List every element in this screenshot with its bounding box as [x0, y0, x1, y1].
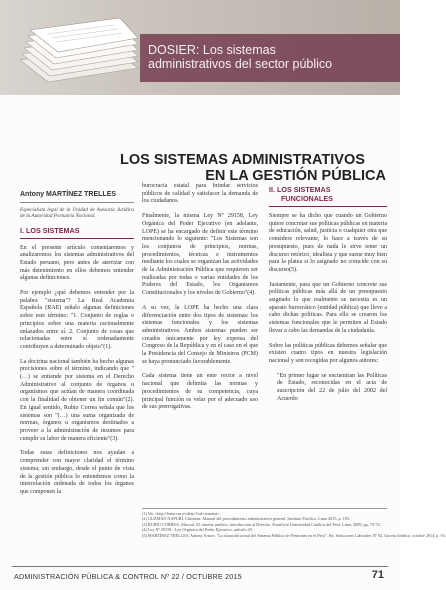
column-1: [20, 183, 134, 504]
header-image: [0, 0, 400, 95]
paragraph: Finalmente, la misma Ley Nº 29158, Ley Orgánica del Poder Ejecutivo (en adelante, LOPE) se ha encargado de definir este término mencionando lo siguiente: "Los Sistemas son los conjuntos de principios, normas, procedimientos, técnicas e instrumentos mediante los cuales se organizan las actividades de la Administración Pública que requieren ser realizadas por todas o varias entidades de los Poderes del Estado, los Organismos Constitucionales y los niveles de Gobierno"(4).: [142, 213, 258, 297]
paper-stack-illustration: [14, 8, 144, 88]
author-name: Antony MARTÍNEZ TRELLES: [20, 191, 117, 198]
footnote: (5) MARTÍNEZ TRELLES, Antony Arturo. "La situación actual del Sistema Público de Pensiones en el Perú". En: Soluciones Laborales Nº 92, Gaceta Jurídica, octubre 2014, p. 94.: [142, 532, 446, 538]
paragraph: Por ejemplo ¿qué debemos entender por la palabra "sistema"? La Real Academia Española (RAE) señalo algunas definiciones sobre este término: "1. Conjunto de reglas o principios sobre una materia racionalmente enlazados entre sí. 2. Conjunto de cosas que relacionadas entre sí ordenadamente contribuyen a determinado objeto"(1).: [20, 290, 134, 350]
section-heading-2-line-2: FUNCIONALES: [281, 194, 333, 203]
footnote: (3) RUBIO CORREA, Marcial. El sistema jurídico: introducción al Derecho. Pontificia Universidad Católica del Perú, Lima, 2009, pp. 73-74.: [142, 521, 381, 527]
title-line-1: LOS SISTEMAS ADMINISTRATIVOS: [120, 152, 365, 168]
column-3: [269, 183, 387, 410]
paragraph: Justamente, para que un Gobierno concrete sus políticas públicas más allá de un presupuesto asignado lo que realmente se necesita es un aparato burocrático (entidad pública) que lleve a cabo dichas políticas. Para ello se crearon los sistemas funcionales que le permiten al Estado llevar a cabo las demandas de la ciudadanía.: [269, 281, 387, 334]
author-affiliation: Especialista legal de la Unidad de Asesoría Jurídica de la Autoridad Portuaria Nacional.: [20, 206, 134, 220]
dossier-banner: [140, 34, 400, 82]
section-heading-2-line-1: II. LOS SISTEMAS: [269, 185, 331, 194]
section-divider: [269, 206, 387, 207]
article-title: [120, 152, 390, 184]
paragraph: Cada sistema tiene un ente rector a nivel nacional que delimita las normas y procedimientos de su competencia, cuya principal función es velar por el adecuado uso de sus prerrogativas.: [142, 373, 258, 411]
title-line-2: EN LA GESTIÓN PÚBLICA: [205, 168, 386, 184]
column-2: [142, 183, 258, 419]
footnote: (2) GUZMÁN NAPURÍ, Christian. Manual del procedimiento administrativo general. Instituto Pacífico, Lima 2013, p. 193.: [142, 516, 351, 522]
section-divider: [20, 238, 134, 239]
paragraph: A su vez, la LOPE ha hecho una clara diferenciación entre dos tipos de sistemas: los sistemas funcionales y los sistemas administrativos. Ambos sistemas pueden ser creados únicamente por ley expresa del Congreso de la República y en el caso en el que la Presidencia del Consejo de Ministros (PCM) se haya pronunciado favorablemente.: [142, 304, 258, 365]
paragraph: Sobre las políticas públicas debemos señalar que existen cuatro tipos en nuestra legislación nacional y son recogidas por algunos autores:: [269, 342, 387, 364]
banner-line-2: administrativos del sector público: [148, 57, 333, 71]
footer-rule: [12, 566, 388, 567]
page-footer: [0, 566, 400, 590]
author-rule: [20, 202, 134, 203]
paragraph: burocracia estatal para brindar servicios públicos de calidad y satisfacer la demanda de los ciudadanos.: [142, 183, 258, 205]
footnote: (1) Ver <http://lema.rae.es/drae/?val=sistema>.: [142, 511, 221, 516]
block-quote: "En primer lugar se encuentran las Políticas de Estado, reconocidas en el acta de suscripción del 22 de julio del 2002 del Acuerdo: [277, 372, 387, 402]
footnote: (4) Ley Nº 29158 - Ley Orgánica del Poder Ejecutivo, artículo 43.: [142, 527, 253, 533]
paragraph: Todas estas definiciones nos ayudan a comprender con mayor claridad el término sistema; sin embargo, desde el punto de vista de la gestión pública lo entendemos como la interrelación ordenada de todos los órganos que componen la: [20, 450, 134, 495]
section-heading-1: I. LOS SISTEMAS: [20, 225, 80, 235]
banner-line-1: DOSIER: Los sistemas: [148, 43, 276, 57]
paragraph: La doctrina nacional también ha hecho algunas precisiones sobre el término, indicando que "(…) se entiende por sistema en el Derecho Administrativo al conjunto de órganos u organismos que actúan de manera coordinada con la finalidad de obtener un fin común"(2). En igual sentido, Rubio Correa señala que los sistemas son "(…) una suma organizada de normas, órganos u organismos destinados a proveer a la administración de insumos para cumplir su labor de manera eficiente"(3).: [20, 358, 134, 442]
page-number: 71: [371, 569, 384, 581]
paragraph: En el presente artículo comentaremos y analizaremos los sistemas administrativos del Estado peruano, pero antes de aterrizar con más detenimiento en ellos debemos entender algunas definiciones.: [20, 244, 134, 282]
paragraph: Siempre se ha dicho que cuando un Gobierno quiere concretar sus políticas públicas en materia de educación, salud, justicia o cualquier otra que considere relevante, lo hace a través de su presupuesto, pues de nada le sirve tener un discurso retórico, idealista y que suene muy bien para la platea si lo asignado no coincide con su discurso(5).: [269, 213, 387, 273]
footer-publication: ADMINISTRACIÓN PÚBLICA & CONTROL Nº 22 / OCTUBRE 2015: [14, 572, 242, 581]
section-heading-2: [269, 185, 387, 203]
footnotes: [142, 508, 446, 538]
